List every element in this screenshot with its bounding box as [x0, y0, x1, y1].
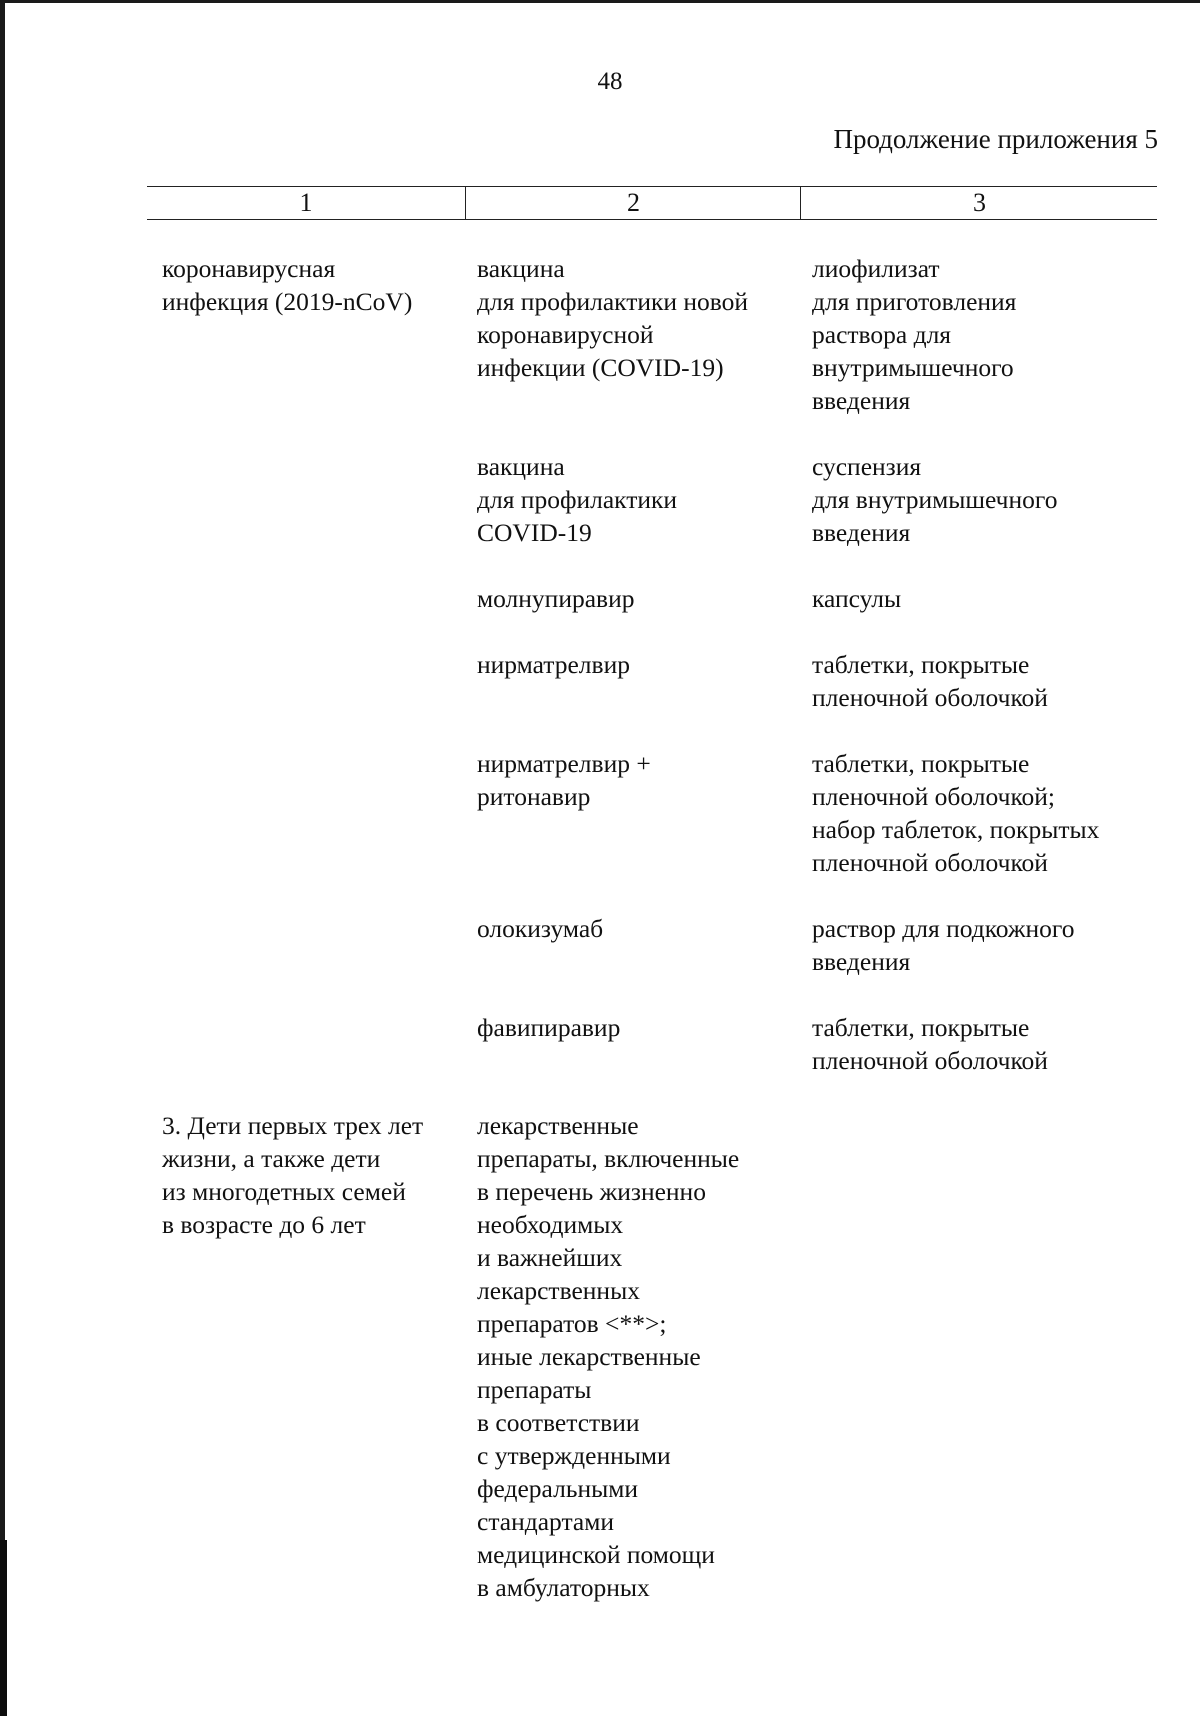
- cell-line: препаратов <**>;: [477, 1309, 667, 1338]
- cell-line: в соответствии: [477, 1408, 640, 1437]
- dosage-form-cell: [812, 450, 1057, 549]
- cell-line: таблетки, покрытые: [812, 749, 1030, 778]
- drug-cell: [477, 1109, 739, 1604]
- cell-line: таблетки, покрытые: [812, 1013, 1030, 1042]
- cell-line: пленочной оболочкой: [812, 1046, 1048, 1075]
- table-header: [147, 186, 1157, 220]
- dosage-form-cell: [812, 252, 1016, 417]
- dosage-form-cell: [812, 582, 901, 615]
- cell-line: федеральными: [477, 1474, 639, 1503]
- cell-line: лекарственных: [477, 1276, 640, 1305]
- appendix-note: Продолжение приложения 5: [833, 124, 1158, 154]
- cell-line: жизни, а также дети: [162, 1144, 381, 1173]
- cell-line: нирматрелвир +: [477, 749, 651, 778]
- cell-line: в возрасте до 6 лет: [162, 1210, 366, 1239]
- drug-cell: [477, 912, 603, 945]
- cell-line: инфекция (2019-nCoV): [162, 287, 413, 316]
- cell-line: лиофилизат: [812, 254, 940, 283]
- cell-line: коронавирусной: [477, 320, 654, 349]
- drug-cell: [477, 450, 677, 549]
- cell-line: раствор для подкожного: [812, 914, 1075, 943]
- cell-line: необходимых: [477, 1210, 624, 1239]
- cell-line: фавипиравир: [477, 1013, 621, 1042]
- cell-line: введения: [812, 518, 911, 547]
- cell-line: 3. Дети первых трех лет: [162, 1111, 424, 1140]
- cell-line: пленочной оболочкой;: [812, 782, 1056, 811]
- cell-line: стандартами: [477, 1507, 615, 1536]
- drug-cell: [477, 648, 630, 681]
- cell-line: для профилактики: [477, 485, 678, 514]
- page-number: 48: [597, 68, 623, 95]
- cell-line: пленочной оболочкой: [812, 683, 1048, 712]
- drug-cell: [477, 1011, 620, 1044]
- scan-edge-left-lower: [0, 1540, 7, 1716]
- dosage-form-cell: [812, 747, 1099, 879]
- cell-line: ритонавир: [477, 782, 591, 811]
- cell-line: лекарственные: [477, 1111, 639, 1140]
- cell-line: вакцина: [477, 254, 565, 283]
- cell-line: введения: [812, 386, 911, 415]
- drug-cell: [477, 747, 651, 813]
- cell-line: олокизумаб: [477, 914, 604, 943]
- cell-line: введения: [812, 947, 911, 976]
- cell-line: в амбулаторных: [477, 1573, 650, 1602]
- cell-line: для приготовления: [812, 287, 1017, 316]
- cell-line: таблетки, покрытые: [812, 650, 1030, 679]
- cell-line: для внутримышечного: [812, 485, 1058, 514]
- dosage-form-cell: [812, 1011, 1048, 1077]
- column-header-2: 2: [465, 187, 801, 219]
- cell-line: пленочной оболочкой: [812, 848, 1048, 877]
- cell-line: из многодетных семей: [162, 1177, 406, 1206]
- drug-cell: [477, 252, 748, 384]
- column-header-3: 3: [800, 187, 1158, 219]
- scan-edge-top: [0, 0, 1200, 3]
- drug-cell: [477, 582, 634, 615]
- dosage-form-cell: [812, 912, 1075, 978]
- cell-line: медицинской помощи: [477, 1540, 715, 1569]
- cell-line: препараты, включенные: [477, 1144, 740, 1173]
- cell-line: раствора для: [812, 320, 952, 349]
- disease-cell: [162, 1109, 423, 1241]
- cell-line: коронавирусная: [162, 254, 336, 283]
- column-header-1: 1: [299, 188, 313, 217]
- scan-edge-left: [0, 0, 5, 1716]
- cell-line: суспензия: [812, 452, 922, 481]
- cell-line: в перечень жизненно: [477, 1177, 706, 1206]
- cell-line: нирматрелвир: [477, 650, 630, 679]
- dosage-form-cell: [812, 648, 1048, 714]
- cell-line: COVID-19: [477, 518, 592, 547]
- cell-line: иные лекарственные: [477, 1342, 701, 1371]
- cell-line: молнупиравир: [477, 584, 635, 613]
- cell-line: капсулы: [812, 584, 902, 613]
- cell-line: инфекции (COVID-19): [477, 353, 724, 382]
- cell-line: внутримышечного: [812, 353, 1014, 382]
- cell-line: набор таблеток, покрытых: [812, 815, 1100, 844]
- cell-line: с утвержденными: [477, 1441, 671, 1470]
- cell-line: для профилактики новой: [477, 287, 749, 316]
- cell-line: вакцина: [477, 452, 565, 481]
- cell-line: и важнейших: [477, 1243, 623, 1272]
- cell-line: препараты: [477, 1375, 592, 1404]
- disease-cell: [162, 252, 412, 318]
